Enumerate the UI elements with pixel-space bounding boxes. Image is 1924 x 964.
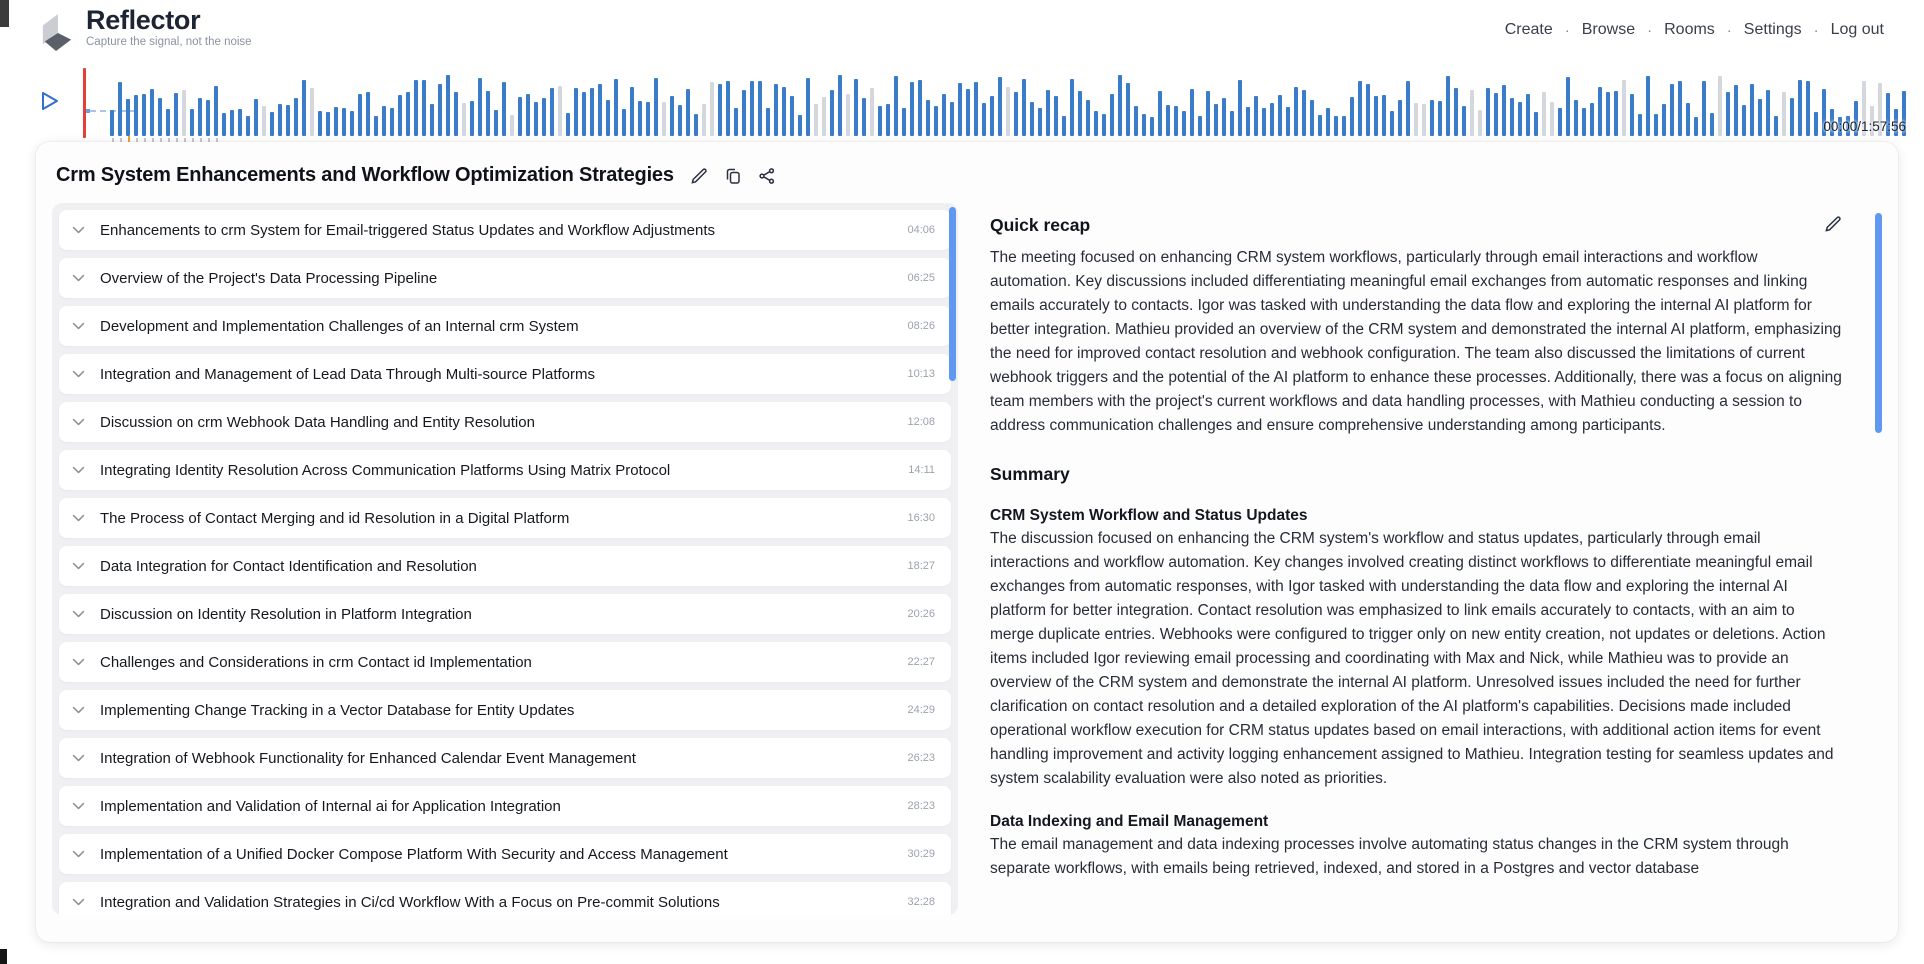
topic-title: Implementation of a Unified Docker Compose Platform With Security and Access Management [100,845,728,863]
chevron-down-icon[interactable] [72,658,85,667]
chevron-down-icon[interactable] [72,514,85,523]
chevron-down-icon[interactable] [72,466,85,475]
edit-title-button[interactable] [690,167,708,185]
topic-row[interactable] [59,450,951,490]
topic-row[interactable] [59,594,951,634]
topic-timestamp: 24:29 [907,704,935,716]
topic-timestamp: 28:23 [907,800,935,812]
topic-row[interactable] [59,642,951,682]
play-button[interactable] [38,90,60,112]
copy-icon [724,167,742,185]
topic-title: Integration of Webhook Functionality for Enhanced Calendar Event Management [100,749,636,767]
topic-row[interactable] [59,402,951,442]
topic-title: Enhancements to crm System for Email-triggered Status Updates and Workflow Adjustments [100,221,715,239]
app-title: Reflector [86,5,201,35]
section-heading: Data Indexing and Email Management [990,813,1269,830]
section-text: The discussion focused on enhancing the CRM system's workflow and status updates, particularly through email interactions and workflow automation. Key changes involved creating distinct workflows to differentiate meaningful email exchanges from automatic responses, with Igor tasked with understanding the data flow and exploring the internal AI platform for better integration. Contact resolution was emphasized to link emails accurately to contacts, with an aim to merge duplicate entries. Webhooks were configured to trigger only on new entity creation, not updates or deletions. Action items included Igor reviewing email processing and coordinating with Max and Nick, while Mathieu was to provide an overview of the CRM system and demonstrate the internal AI platform. Unresolved issues included the need for further clarification on contact resolution and a detailed exploration of the AI platform's capabilities. Decisions made included operational workflow execution for CRM status updates based on email interactions, with additional action items for event handling improvement and activity logging enhancement assigned to Mathieu. Integration testing for seamless updates and system scalability evaluation were also noted as priorities. [990,530,1834,787]
chevron-down-icon[interactable] [72,226,85,235]
topic-row[interactable] [59,690,951,730]
summary-heading: Summary [990,464,1070,484]
chevron-down-icon[interactable] [72,322,85,331]
topic-timestamp: 22:27 [907,656,935,668]
waveform[interactable] [66,62,1908,142]
topic-row[interactable] [59,546,951,586]
topic-title: Overview of the Project's Data Processing Pipeline [100,269,438,287]
topic-row[interactable] [59,786,951,826]
topic-timestamp: 04:06 [907,224,935,236]
topic-title: Data Integration for Contact Identification and Resolution [100,557,477,575]
brand [40,6,252,54]
playhead-cursor[interactable] [83,68,86,138]
topic-title: Integrating Identity Resolution Across Communication Platforms Using Matrix Protocol [100,461,671,479]
topic-timestamp: 32:28 [907,896,935,908]
main-nav [1505,21,1884,39]
nav-separator: · [1647,21,1653,39]
chevron-down-icon[interactable] [72,562,85,571]
chevron-down-icon[interactable] [72,850,85,859]
meeting-card [36,142,1898,942]
topic-row[interactable] [59,834,951,874]
reflector-logo-icon [40,12,74,54]
topic-timestamp: 20:26 [907,608,935,620]
topic-title: Integration and Management of Lead Data Through Multi-source Platforms [100,365,595,383]
chevron-down-icon[interactable] [72,418,85,427]
waveform-bars[interactable] [110,62,1908,136]
edit-summary-button[interactable] [1824,215,1842,233]
topic-title: Development and Implementation Challenges of an Internal crm System [100,317,579,335]
summary-panel [990,203,1882,915]
section-heading: CRM System Workflow and Status Updates [990,507,1308,524]
chevron-down-icon[interactable] [72,610,85,619]
topic-row[interactable] [59,210,951,250]
nav-item-browse[interactable]: Browse [1581,21,1636,38]
topic-row[interactable] [59,354,951,394]
topic-row[interactable] [59,498,951,538]
nav-separator: · [1564,21,1570,39]
topic-row[interactable] [59,306,951,346]
topic-title: Implementing Change Tracking in a Vector Database for Entity Updates [100,701,575,719]
nav-item-create[interactable]: Create [1504,21,1553,38]
topic-timestamp: 06:25 [907,272,935,284]
screen-artifact [0,0,9,27]
chevron-down-icon[interactable] [72,898,85,907]
topic-timestamp: 30:29 [907,848,935,860]
topic-title: Challenges and Considerations in crm Contact id Implementation [100,653,532,671]
topic-title: The Process of Contact Merging and id Resolution in a Digital Platform [100,509,570,527]
title-row [56,164,1882,187]
topic-timestamp: 18:27 [907,560,935,572]
topic-row[interactable] [59,258,951,298]
nav-item-log-out[interactable]: Log out [1830,21,1884,38]
share-icon [758,167,776,185]
summary-scrollbar[interactable] [1875,213,1882,433]
nav-item-rooms[interactable]: Rooms [1664,21,1715,38]
topic-timestamp: 16:30 [907,512,935,524]
topics-list [52,203,958,915]
meeting-title: Crm System Enhancements and Workflow Optimization Strategies [56,164,674,186]
summary-section [990,813,1842,881]
chevron-down-icon[interactable] [72,370,85,379]
time-display: 00:00/1:57:56 [1823,119,1906,134]
topic-title: Discussion on crm Webhook Data Handling and Entity Resolution [100,413,535,431]
topic-title: Discussion on Identity Resolution in Platform Integration [100,605,472,623]
nav-separator: · [1726,21,1732,39]
topic-title: Implementation and Validation of Internal ai for Application Integration [100,797,561,815]
topic-timestamp: 26:23 [907,752,935,764]
section-text: The email management and data indexing processes involve automating status changes in the CRM system through separate workflows, with emails being retrieved, indexed, and stored in a Postgres and vector database [990,836,1789,877]
pencil-icon [690,167,708,185]
screen-artifact [0,949,7,964]
topic-row[interactable] [59,738,951,778]
quick-recap-heading: Quick recap [990,215,1091,235]
nav-separator: · [1813,21,1819,39]
copy-title-button[interactable] [724,167,742,185]
summary-section [990,507,1842,791]
chevron-down-icon[interactable] [72,274,85,283]
topic-row[interactable] [59,882,951,915]
chevron-down-icon[interactable] [72,754,85,763]
nav-item-settings[interactable]: Settings [1743,21,1802,38]
topic-title: Integration and Validation Strategies in Ci/cd Workflow With a Focus on Pre-commit Solutions [100,893,720,911]
share-button[interactable] [758,167,776,185]
topic-timestamp: 10:13 [907,368,935,380]
app-header [0,0,1924,60]
topics-scrollbar[interactable] [949,207,956,381]
topic-timestamp: 14:11 [908,464,935,476]
audio-player [0,62,1914,142]
topic-timestamp: 08:26 [907,320,935,332]
play-triangle-icon [38,90,60,112]
topic-timestamp: 12:08 [907,416,935,428]
chevron-down-icon[interactable] [72,802,85,811]
pencil-icon [1824,215,1842,233]
quick-recap-text: The meeting focused on enhancing CRM system workflows, particularly through email interactions and workflow automation. Key discussions included differentiating meaningful email exchanges from automatic responses and linking emails accurately to contacts. Igor was tasked with understanding the data flow and exploring the internal AI platform for better integration. Mathieu provided an overview of the CRM system and demonstrated the internal AI platform, emphasizing the need for improved contact resolution and webhook configuration. The team also discussed the limitations of current webhook triggers and the potential of the AI platform to enhance these processes. Additionally, there was a focus on aligning team members with the project's current workflows and data handling processes, with Mathieu conducting a session to address communication challenges and ensure comprehensive understanding among participants. [990,249,1842,434]
app-tagline: Capture the signal, not the noise [86,36,252,49]
chevron-down-icon[interactable] [72,706,85,715]
